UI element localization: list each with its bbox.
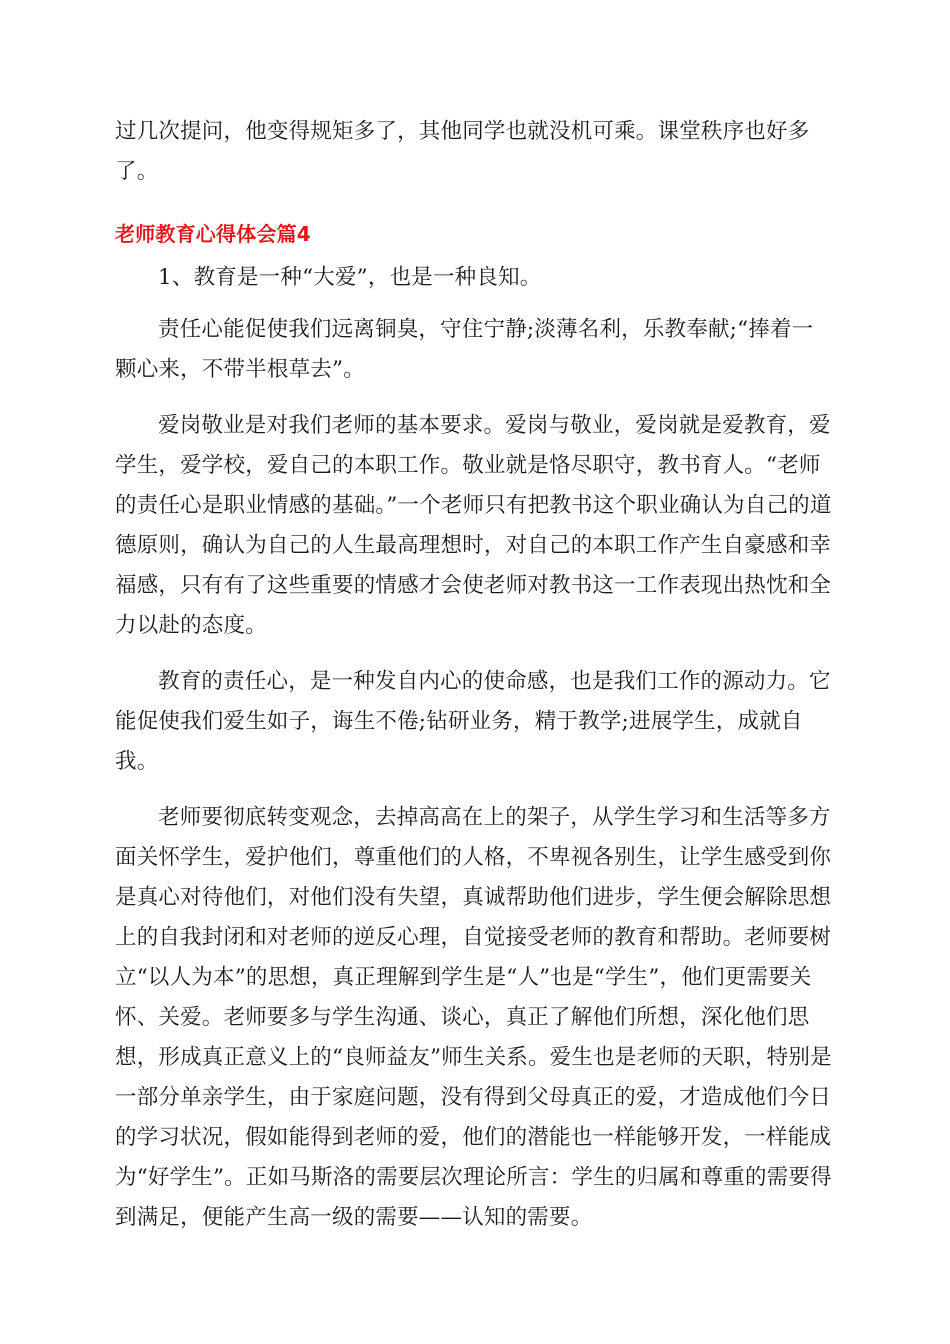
document-body: [115, 112, 835, 1254]
section-heading: 老师教育心得体会篇4: [115, 222, 311, 246]
paragraph-2: 责任心能促使我们远离铜臭，守住宁静;淡薄名利，乐教奉献;“捧着一颗心来，不带半根草去”。: [115, 317, 814, 382]
paragraph-1: 1、教育是一种“大爱”，也是一种良知。: [158, 265, 542, 290]
continuation-paragraph: 过几次提问，他变得规矩多了，其他同学也就没机可乘。课堂秩序也好多了。: [115, 119, 810, 184]
paragraph-4: 教育的责任心，是一种发自内心的使命感，也是我们工作的源动力。它能促使我们爱生如子，诲生不倦;钻研业务，精于教学;进展学生，成就自我。: [115, 669, 831, 774]
paragraph-3: 爱岗敬业是对我们老师的基本要求。爱岗与敬业，爱岗就是爱教育，爱学生，爱学校，爱自己的本职工作。敬业就是恪尽职守，教书育人。“老师的责任心是职业情感的基础。”一个老师只有把教书这个职业确认为自己的道德原则，确认为自己的人生最高理想时，对自己的本职工作产生自豪感和幸福感，只有有了这些重要的情感才会使老师对教书这一工作表现出热忱和全力以赴的态度。: [115, 413, 832, 638]
paragraph-5: 老师要彻底转变观念，去掉高高在上的架子，从学生学习和生活等多方面关怀学生，爱护他们，尊重他们的人格，不卑视各别生，让学生感受到你是真心对待他们，对他们没有失望，真诚帮助他们进步，学生便会解除思想上的自我封闭和对老师的逆反心理，自觉接受老师的教育和帮助。老师要树立“以人为本”的思想，真正理解到学生是“人”也是“学生”，他们更需要关怀、关爱。老师要多与学生沟通、谈心，真正了解他们所想，深化他们思想，形成真正意义上的“良师益友”师生关系。爱生也是老师的天职，特别是一部分单亲学生，由于家庭问题，没有得到父母真正的爱，才造成他们今日的学习状况，假如能得到老师的爱，他们的潜能也一样能够开发，一样能成为“好学生”。正如马斯洛的需要层次理论所言：学生的归属和尊重的需要得到满足，便能产生高一级的需要——认知的需要。: [115, 805, 832, 1230]
